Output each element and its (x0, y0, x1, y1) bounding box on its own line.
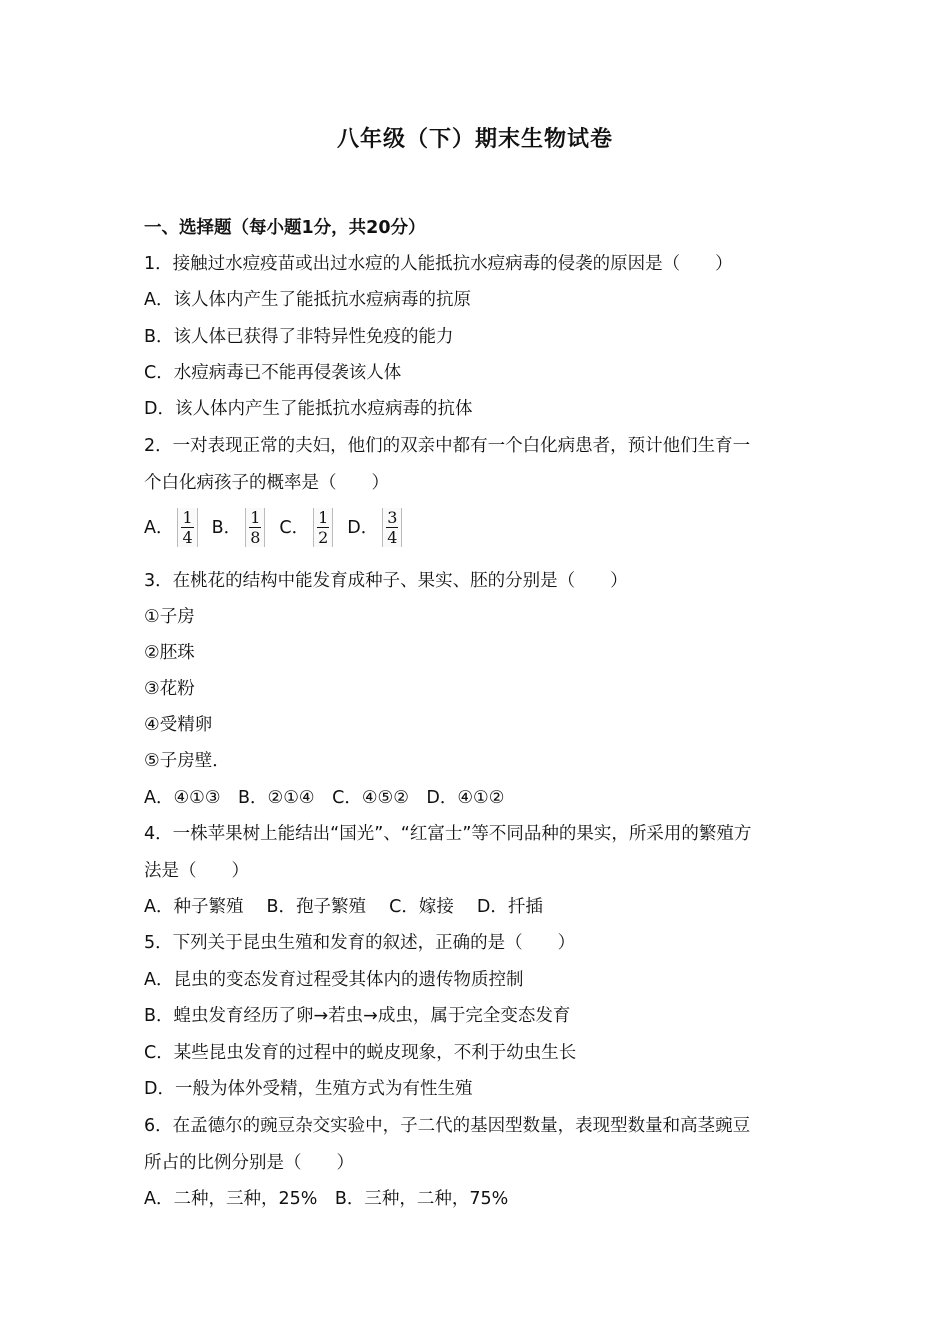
question-1-option-a: A．该人体内产生了能抵抗水痘病毒的抗原 (144, 290, 471, 310)
fraction-denominator: 8 (250, 528, 261, 547)
question-3-stem: 3．在桃花的结构中能发育成种子、果实、胚的分别是（ ） (144, 571, 628, 591)
fraction-denominator: 2 (318, 528, 329, 547)
fraction (382, 508, 402, 547)
question-2-stem-line-2: 个白化病孩子的概率是（ ） (144, 473, 389, 493)
question-5-stem: 5．下列关于昆虫生殖和发育的叙述，正确的是（ ） (144, 933, 576, 953)
question-2-option-d (347, 508, 402, 547)
question-6-stem-line-1: 6．在孟德尔的豌豆杂交实验中，子二代的基因型数量，表现型数量和高茎豌豆 (144, 1116, 751, 1136)
question-6-stem-line-2: 所占的比例分别是（ ） (144, 1153, 354, 1173)
option-label: C． (279, 517, 310, 538)
question-3-options: A．④①③ B．②①④ C．④⑤② D．④①② (144, 788, 505, 808)
question-5-option-a: A．昆虫的变态发育过程受其体内的遗传物质控制 (144, 970, 524, 990)
question-5-option-d: D．一般为体外受精，生殖方式为有性生殖 (144, 1079, 473, 1099)
question-1-stem: 1．接触过水痘疫苗或出过水痘的人能抵抗水痘病毒的侵袭的原因是（ ） (144, 254, 733, 274)
fraction (245, 508, 265, 547)
question-2-options (144, 508, 824, 547)
fraction-numerator: 1 (182, 508, 193, 527)
question-1-option-c: C．水痘病毒已不能再侵袭该人体 (144, 363, 402, 383)
question-5-option-b: B．蝗虫发育经历了卵→若虫→成虫，属于完全变态发育 (144, 1006, 571, 1026)
question-1-option-b: B．该人体已获得了非特异性免疫的能力 (144, 327, 454, 347)
question-4-options: A．种子繁殖 B．孢子繁殖 C．嫁接 D．扦插 (144, 897, 543, 917)
fraction-denominator: 4 (182, 528, 193, 547)
question-3-item-5: ⑤子房壁． (144, 751, 230, 771)
option-label: B． (211, 517, 242, 538)
question-3-item-1: ①子房 (144, 607, 195, 627)
question-3-item-2: ②胚珠 (144, 643, 195, 663)
question-4-stem-line-1: 4．一株苹果树上能结出“国光”、“红富士”等不同品种的果实，所采用的繁殖方 (144, 824, 752, 844)
fraction-numerator: 1 (318, 508, 329, 527)
question-2-stem-line-1: 2．一对表现正常的夫妇，他们的双亲中都有一个白化病患者，预计他们生育一 (144, 436, 751, 456)
question-2-option-c (279, 508, 333, 547)
question-6-options: A．二种，三种，25% B．三种，二种，75% (144, 1189, 509, 1209)
question-2-option-b (212, 508, 266, 547)
question-4-stem-line-2: 法是（ ） (144, 861, 249, 881)
option-label: D． (347, 517, 379, 538)
option-label: A． (144, 517, 174, 538)
fraction-numerator: 3 (387, 508, 398, 527)
fraction (313, 508, 333, 547)
page-title: 八年级（下）期末生物试卷 (336, 127, 613, 152)
question-5-option-c: C．某些昆虫发育的过程中的蜕皮现象，不利于幼虫生长 (144, 1043, 577, 1063)
question-3-item-3: ③花粉 (144, 679, 195, 699)
question-3-item-4: ④受精卵 (144, 715, 213, 735)
section-heading: 一、选择题（每小题1分，共20分） (144, 218, 426, 238)
question-2-option-a (144, 508, 198, 547)
fraction-denominator: 4 (387, 528, 398, 547)
fraction (177, 508, 197, 547)
question-1-option-d: D．该人体内产生了能抵抗水痘病毒的抗体 (144, 399, 473, 419)
fraction-numerator: 1 (250, 508, 261, 527)
